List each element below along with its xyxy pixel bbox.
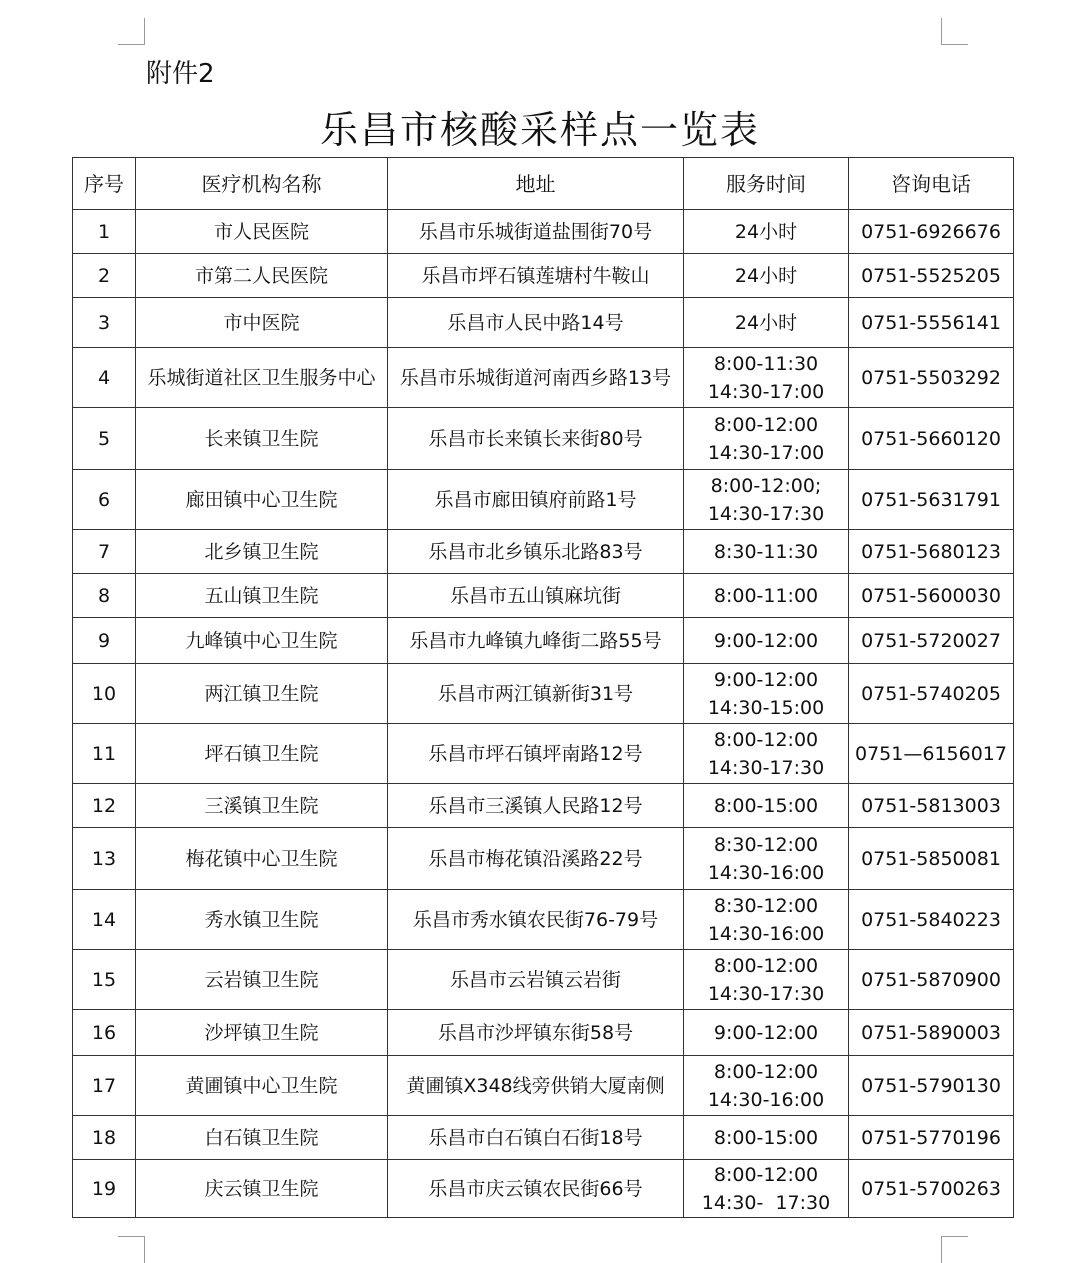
cell-no: 1: [73, 210, 136, 254]
cell-address: 乐昌市庆云镇农民街66号: [388, 1160, 684, 1218]
page-title: 乐昌市核酸采样点一览表: [319, 108, 760, 152]
hours-line: 14:30-16:00: [707, 922, 825, 945]
cell-no: 6: [73, 470, 136, 530]
sampling-sites-table: [72, 157, 1014, 1218]
cell-hours: [684, 724, 849, 784]
cell-name: 廊田镇中心卫生院: [136, 470, 388, 530]
cell-phone: 0751-5525205: [849, 254, 1014, 298]
hours-line: 14:30-17:30: [707, 982, 825, 1005]
cell-no: 13: [73, 828, 136, 890]
hours-line: 14:30-17:30: [707, 502, 825, 525]
cell-name: 黄圃镇中心卫生院: [136, 1056, 388, 1116]
cell-no: 3: [73, 298, 136, 348]
cell-hours: [684, 1160, 849, 1218]
table-row: [73, 618, 1014, 664]
cell-hours: [684, 618, 849, 664]
cell-name: 市中医院: [136, 298, 388, 348]
cell-phone: 0751-5700263: [849, 1160, 1014, 1218]
cell-phone: 0751-5840223: [849, 890, 1014, 950]
table-row: [73, 890, 1014, 950]
table-row: [73, 1056, 1014, 1116]
cell-no: 2: [73, 254, 136, 298]
hours-line: 8:00-15:00: [713, 1126, 819, 1149]
hours-line: 9:00-12:00: [713, 629, 819, 652]
cell-address: 乐昌市九峰镇九峰街二路55号: [388, 618, 684, 664]
table-row: [73, 1010, 1014, 1056]
cell-hours: [684, 530, 849, 574]
cell-hours: [684, 408, 849, 470]
cell-hours: [684, 890, 849, 950]
cell-address: 乐昌市乐城街道盐围街70号: [388, 210, 684, 254]
cell-no: 19: [73, 1160, 136, 1218]
table-row: [73, 950, 1014, 1010]
crop-mark-top-right: [941, 18, 968, 45]
table-row: [73, 254, 1014, 298]
cell-name: 庆云镇卫生院: [136, 1160, 388, 1218]
cell-hours: [684, 210, 849, 254]
hours-line: 8:00-12:00: [713, 728, 819, 751]
hours-line: 9:00-12:00: [713, 668, 819, 691]
cell-address: 乐昌市长来镇长来街80号: [388, 408, 684, 470]
table-header-row: [73, 158, 1014, 210]
cell-phone: 0751-5660120: [849, 408, 1014, 470]
hours-line: 24小时: [734, 220, 798, 243]
cell-hours: [684, 828, 849, 890]
cell-address: 乐昌市北乡镇乐北路83号: [388, 530, 684, 574]
table-row: [73, 664, 1014, 724]
cell-name: 沙坪镇卫生院: [136, 1010, 388, 1056]
cell-phone: 0751-5770196: [849, 1116, 1014, 1160]
cell-hours: [684, 1116, 849, 1160]
hours-line: 8:00-12:00: [713, 1163, 819, 1186]
cell-no: 15: [73, 950, 136, 1010]
table-row: [73, 210, 1014, 254]
crop-mark-bottom-right: [941, 1236, 968, 1263]
cell-name: 坪石镇卫生院: [136, 724, 388, 784]
cell-hours: [684, 470, 849, 530]
header-no: 序号: [73, 158, 136, 210]
table-row: [73, 724, 1014, 784]
cell-no: 5: [73, 408, 136, 470]
hours-line: 8:00-12:00;: [710, 474, 822, 497]
cell-no: 16: [73, 1010, 136, 1056]
cell-address: 乐昌市坪石镇莲塘村牛鞍山: [388, 254, 684, 298]
cell-hours: [684, 1056, 849, 1116]
hours-line: 24小时: [734, 311, 798, 334]
cell-hours: [684, 298, 849, 348]
hours-line: 8:00-12:00: [713, 1060, 819, 1083]
cell-name: 北乡镇卫生院: [136, 530, 388, 574]
cell-phone: 0751—6156017: [849, 724, 1014, 784]
cell-hours: [684, 1010, 849, 1056]
cell-no: 10: [73, 664, 136, 724]
crop-mark-top-left: [118, 18, 145, 45]
header-hours: 服务时间: [684, 158, 849, 210]
hours-line: 8:00-11:30: [713, 352, 819, 375]
cell-address: 乐昌市白石镇白石街18号: [388, 1116, 684, 1160]
header-name: 医疗机构名称: [136, 158, 388, 210]
cell-phone: 0751-5790130: [849, 1056, 1014, 1116]
hours-line: 8:30-12:00: [713, 833, 819, 856]
cell-phone: 0751-5813003: [849, 784, 1014, 828]
cell-phone: 0751-5503292: [849, 348, 1014, 408]
cell-no: 9: [73, 618, 136, 664]
attachment-label: 附件2: [146, 59, 215, 89]
cell-address: 乐昌市五山镇麻坑街: [388, 574, 684, 618]
cell-no: 4: [73, 348, 136, 408]
hours-line: 14:30-17:30: [707, 756, 825, 779]
cell-address: 乐昌市坪石镇坪南路12号: [388, 724, 684, 784]
table-row: [73, 1160, 1014, 1218]
cell-name: 五山镇卫生院: [136, 574, 388, 618]
crop-mark-bottom-left: [118, 1236, 145, 1263]
cell-phone: 0751-5850081: [849, 828, 1014, 890]
cell-no: 8: [73, 574, 136, 618]
cell-no: 17: [73, 1056, 136, 1116]
cell-name: 九峰镇中心卫生院: [136, 618, 388, 664]
hours-line: 9:00-12:00: [713, 1021, 819, 1044]
table-body: [73, 210, 1014, 1218]
cell-address: 乐昌市云岩镇云岩街: [388, 950, 684, 1010]
cell-name: 白石镇卫生院: [136, 1116, 388, 1160]
header-phone: 咨询电话: [849, 158, 1014, 210]
cell-name: 秀水镇卫生院: [136, 890, 388, 950]
hours-line: 24小时: [734, 264, 798, 287]
hours-line: 8:30-11:30: [713, 540, 819, 563]
cell-hours: [684, 664, 849, 724]
hours-line: 14:30-16:00: [707, 1088, 825, 1111]
cell-address: 乐昌市廊田镇府前路1号: [388, 470, 684, 530]
table-row: [73, 530, 1014, 574]
cell-name: 乐城街道社区卫生服务中心: [136, 348, 388, 408]
hours-line: 14:30-15:00: [707, 696, 825, 719]
cell-hours: [684, 254, 849, 298]
table-row: [73, 784, 1014, 828]
table-row: [73, 574, 1014, 618]
hours-line: 14:30-17:00: [707, 380, 825, 403]
hours-line: 8:00-12:00: [713, 954, 819, 977]
cell-name: 三溪镇卫生院: [136, 784, 388, 828]
hours-line: 8:00-12:00: [713, 413, 819, 436]
cell-address: 乐昌市梅花镇沿溪路22号: [388, 828, 684, 890]
cell-hours: [684, 348, 849, 408]
cell-address: 乐昌市秀水镇农民街76-79号: [388, 890, 684, 950]
header-address: 地址: [388, 158, 684, 210]
cell-phone: 0751-5556141: [849, 298, 1014, 348]
cell-phone: 0751-5740205: [849, 664, 1014, 724]
hours-line: 8:00-11:00: [713, 584, 819, 607]
cell-phone: 0751-5600030: [849, 574, 1014, 618]
cell-name: 两江镇卫生院: [136, 664, 388, 724]
cell-no: 7: [73, 530, 136, 574]
table-row: [73, 298, 1014, 348]
cell-phone: 0751-6926676: [849, 210, 1014, 254]
cell-address: 乐昌市人民中路14号: [388, 298, 684, 348]
hours-line: 14:30-17:00: [707, 441, 825, 464]
cell-phone: 0751-5890003: [849, 1010, 1014, 1056]
cell-hours: [684, 950, 849, 1010]
cell-hours: [684, 574, 849, 618]
cell-address: 乐昌市三溪镇人民路12号: [388, 784, 684, 828]
cell-name: 市人民医院: [136, 210, 388, 254]
cell-name: 市第二人民医院: [136, 254, 388, 298]
table-row: [73, 408, 1014, 470]
cell-address: 乐昌市乐城街道河南西乡路13号: [388, 348, 684, 408]
hours-line: 14:30-16:00: [707, 861, 825, 884]
table-row: [73, 470, 1014, 530]
cell-address: 乐昌市两江镇新街31号: [388, 664, 684, 724]
cell-phone: 0751-5720027: [849, 618, 1014, 664]
cell-no: 18: [73, 1116, 136, 1160]
cell-address: 乐昌市沙坪镇东街58号: [388, 1010, 684, 1056]
hours-line: 8:30-12:00: [713, 894, 819, 917]
cell-address: 黄圃镇X348线旁供销大厦南侧: [388, 1056, 684, 1116]
cell-no: 11: [73, 724, 136, 784]
hours-line: 14:30- 17:30: [701, 1191, 831, 1214]
cell-name: 云岩镇卫生院: [136, 950, 388, 1010]
cell-no: 14: [73, 890, 136, 950]
cell-hours: [684, 784, 849, 828]
cell-no: 12: [73, 784, 136, 828]
cell-phone: 0751-5631791: [849, 470, 1014, 530]
cell-phone: 0751-5680123: [849, 530, 1014, 574]
table-row: [73, 348, 1014, 408]
cell-name: 梅花镇中心卫生院: [136, 828, 388, 890]
hours-line: 8:00-15:00: [713, 794, 819, 817]
cell-phone: 0751-5870900: [849, 950, 1014, 1010]
cell-name: 长来镇卫生院: [136, 408, 388, 470]
table-row: [73, 1116, 1014, 1160]
table-row: [73, 828, 1014, 890]
